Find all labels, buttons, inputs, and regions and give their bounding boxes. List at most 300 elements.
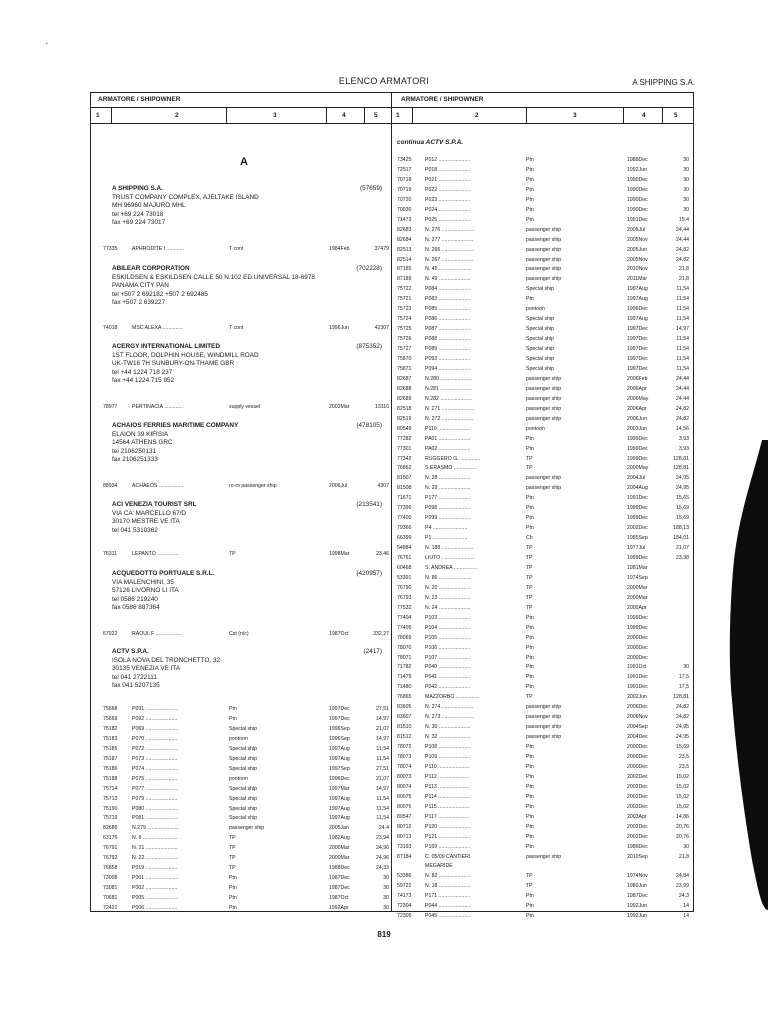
ship-type: T cont bbox=[229, 325, 244, 331]
ship-date: 2004Sep bbox=[627, 724, 648, 731]
ship-name: P073 ...................... bbox=[132, 755, 178, 762]
ship-name: S.ERASMO ................ bbox=[425, 465, 477, 472]
ship-name: P110 ...................... bbox=[425, 763, 470, 770]
ship-name: N. 32 ...................... bbox=[425, 734, 471, 741]
ship-id: 80549 bbox=[397, 425, 412, 432]
ship-id: 75713 bbox=[103, 795, 118, 802]
ship-type: Ptn bbox=[526, 783, 534, 790]
ship-type: pontoon bbox=[229, 735, 248, 742]
ship-row bbox=[0, 853, 768, 862]
ship-name: N. 30 ...................... bbox=[425, 724, 471, 731]
ship-date: 2000Mar bbox=[329, 845, 350, 852]
ship-name: P006 ...................... bbox=[132, 905, 178, 911]
ship-value: 15,69 bbox=[676, 505, 689, 512]
ship-row bbox=[0, 176, 768, 185]
ship-value: 42307 bbox=[374, 325, 389, 331]
ship-value: 27,51 bbox=[376, 765, 389, 772]
ship-value: 24,44 bbox=[676, 385, 689, 392]
ship-name: P106 ...................... bbox=[425, 644, 471, 651]
ship-row bbox=[0, 524, 768, 533]
ship-row bbox=[0, 594, 768, 603]
ship-value: 15,02 bbox=[676, 793, 689, 800]
ship-name: N. 188 ...................... bbox=[425, 545, 474, 552]
ship-id: 82519 bbox=[397, 415, 412, 422]
ship-type: Special ship bbox=[526, 286, 554, 293]
ship-name: N. 277 ...................... bbox=[425, 236, 474, 243]
ship-date: 1997Aug bbox=[329, 745, 350, 752]
ship-type: Special ship bbox=[526, 336, 554, 343]
ship-name: P117 ...................... bbox=[425, 813, 470, 820]
ship-row bbox=[0, 186, 768, 195]
ship-date: 1997Mar bbox=[329, 785, 350, 792]
ship-type: Special ship bbox=[229, 755, 257, 762]
ship-row bbox=[0, 206, 768, 215]
ship-type: Special ship bbox=[526, 356, 554, 362]
ship-type: Ptn bbox=[526, 166, 534, 173]
ship-id: 75669 bbox=[103, 715, 118, 722]
ship-type: Special ship bbox=[526, 365, 554, 372]
ship-type: Ptn bbox=[526, 893, 534, 900]
owner-code: (702228) bbox=[356, 265, 382, 272]
ship-value: 24,95 bbox=[676, 724, 689, 731]
ship-name: P001 ...................... bbox=[132, 875, 178, 882]
ship-type: passenger ship bbox=[526, 405, 562, 412]
section-letter: A bbox=[240, 156, 248, 168]
ship-date: 1992Jun bbox=[627, 903, 647, 910]
ship-row bbox=[0, 872, 768, 881]
ship-value: 128,81 bbox=[673, 694, 689, 701]
page-number: 819 bbox=[377, 930, 391, 939]
ship-name: P119 ...................... bbox=[425, 425, 470, 432]
ship-row bbox=[0, 355, 768, 364]
ship-id: 77301 bbox=[397, 445, 412, 452]
scan-shadow bbox=[722, 440, 768, 910]
owner-phone: tel +507 2 692182 +507 2 692485 bbox=[112, 290, 208, 298]
ship-date: 1996Sep bbox=[329, 725, 350, 732]
ship-id: 73425 bbox=[397, 157, 412, 163]
ship-type: TP bbox=[229, 865, 236, 872]
ship-type: passenger ship bbox=[526, 714, 562, 721]
column-number: 3 bbox=[573, 112, 577, 119]
ship-date: 1996Jun bbox=[329, 325, 349, 331]
ship-name: N. 45 ...................... bbox=[425, 266, 471, 273]
ship-id: 73008 bbox=[103, 875, 118, 882]
ship-id: 87184 bbox=[397, 853, 412, 860]
ship-name: N. 23 ...................... bbox=[425, 594, 471, 601]
ship-id: 78069 bbox=[397, 634, 412, 641]
ship-type: TP bbox=[526, 574, 533, 581]
ship-date: 2006Apr bbox=[627, 405, 647, 412]
ship-date: 2000Mar bbox=[329, 855, 350, 862]
ship-value: 14 bbox=[683, 903, 689, 910]
ship-type: T cont bbox=[229, 246, 244, 252]
owner-phone: tel 0586 219240 bbox=[112, 595, 158, 603]
ship-name: N.282 ...................... bbox=[425, 395, 472, 402]
ship-name: P1 ........................ bbox=[425, 535, 468, 542]
ship-value: 24,82 bbox=[676, 415, 689, 422]
ship-type: Ptn bbox=[526, 157, 534, 163]
ship-row bbox=[0, 315, 768, 324]
ship-name: P021 ...................... bbox=[425, 176, 471, 183]
ship-name: ACHAEOS ................. bbox=[132, 483, 184, 489]
ship-name: P108 ...................... bbox=[425, 744, 471, 751]
ship-id: 76761 bbox=[397, 555, 412, 561]
ship-type: TP bbox=[526, 694, 533, 701]
ship-date: 1996Sep bbox=[329, 735, 350, 742]
ship-value: 15,02 bbox=[676, 803, 689, 810]
ship-date: 1999Dec bbox=[627, 445, 648, 452]
ship-type: passenger ship bbox=[526, 256, 562, 263]
owner-name: ACTV S.P.A. bbox=[112, 648, 149, 655]
ship-type: passenger ship bbox=[526, 395, 562, 402]
ship-date: 1988Dec bbox=[627, 157, 648, 163]
ship-id: 70681 bbox=[103, 895, 118, 902]
ship-date: 1974Sep bbox=[627, 574, 648, 581]
ship-date: 1999Dec bbox=[627, 505, 648, 512]
ship-row bbox=[0, 345, 768, 354]
owner-phone: tel +69 224 73018 bbox=[112, 210, 164, 218]
ship-row bbox=[0, 862, 768, 871]
scan-mark: ˛ bbox=[46, 35, 49, 44]
ship-name: P115 ...................... bbox=[425, 803, 470, 810]
ship-value: 11,54 bbox=[676, 336, 689, 343]
ship-name: P112 ...................... bbox=[425, 773, 470, 780]
ship-id: 71480 bbox=[397, 684, 412, 691]
ship-name: P079 ...................... bbox=[132, 795, 178, 802]
ship-value: 30 bbox=[683, 196, 689, 203]
ship-date: 1981Mar bbox=[627, 564, 648, 571]
ship-row bbox=[0, 193, 768, 205]
ship-row bbox=[0, 564, 768, 573]
column-number: 1 bbox=[396, 112, 400, 119]
ship-name: N. 82 ...................... bbox=[425, 873, 471, 880]
ship-value: 15,69 bbox=[676, 515, 689, 522]
ship-id: 82689 bbox=[397, 395, 412, 402]
ship-value: 21,07 bbox=[676, 545, 689, 552]
ship-id: 77399 bbox=[397, 505, 412, 512]
ship-id: 76793 bbox=[397, 594, 412, 601]
ship-date: 1997Dec bbox=[627, 346, 648, 353]
ship-name: P022 ...................... bbox=[425, 186, 471, 193]
ship-type: Ptn bbox=[526, 674, 534, 681]
ship-date: 2005Jan bbox=[329, 825, 349, 832]
ship-type: TP bbox=[526, 555, 533, 561]
ship-date: 1986Dec bbox=[627, 843, 648, 850]
ship-id: 75187 bbox=[103, 755, 118, 762]
owner-fax: fax +507 2 639227 bbox=[112, 299, 166, 307]
ship-date: 2002Dec bbox=[627, 793, 648, 800]
cell-divider bbox=[364, 108, 365, 124]
ship-value: 11,54 bbox=[376, 745, 389, 752]
ship-date: 1999Dec bbox=[627, 435, 648, 442]
ship-date: 1997Dec bbox=[627, 336, 648, 343]
ship-id: 81508 bbox=[397, 485, 412, 492]
ship-type: supply vessel bbox=[229, 404, 261, 410]
ship-name: PA02 ...................... bbox=[425, 445, 471, 452]
ship-date: 1985Sep bbox=[627, 535, 648, 542]
ship-id: 82684 bbox=[397, 236, 412, 243]
ship-id: 78070 bbox=[397, 644, 412, 651]
ship-date: 2002Dec bbox=[627, 773, 648, 780]
running-header-publisher: A SHIPPING S.A. bbox=[632, 78, 695, 87]
ship-type: Ptn bbox=[526, 525, 534, 532]
ship-row bbox=[0, 445, 768, 454]
ship-name: P089 ...................... bbox=[425, 346, 471, 353]
ship-row bbox=[0, 813, 768, 822]
ship-row bbox=[0, 823, 768, 832]
ship-value: 30 bbox=[683, 186, 689, 193]
ship-id: 80547 bbox=[397, 813, 412, 820]
ship-value: 24,95 bbox=[676, 485, 689, 492]
ship-row bbox=[0, 733, 768, 742]
ship-name: P012 ...................... bbox=[425, 157, 471, 163]
ship-row bbox=[0, 534, 768, 543]
ship-date: 2002Dec bbox=[627, 833, 648, 840]
ship-value: 24,44 bbox=[676, 375, 689, 382]
ship-date: 1996Dec bbox=[329, 775, 350, 782]
ship-date: 2004Aug bbox=[627, 485, 648, 492]
ship-type: Ptn bbox=[526, 754, 534, 760]
ship-id: 88934 bbox=[103, 483, 118, 489]
ship-type: Ptn bbox=[526, 744, 534, 751]
cell-divider bbox=[526, 108, 527, 124]
ship-id: 82518 bbox=[397, 405, 412, 412]
ship-date: 1992Jun bbox=[627, 913, 647, 920]
ship-date: 1988Dec bbox=[329, 865, 350, 872]
ship-name: N. 274 ...................... bbox=[425, 704, 474, 711]
ship-value: 11,54 bbox=[676, 316, 689, 323]
ship-row bbox=[0, 713, 768, 722]
ship-value: 11,54 bbox=[676, 296, 689, 303]
ship-name: C. 05/09 CANTIERI bbox=[425, 853, 471, 860]
owner-fax: fax +69 224 73017 bbox=[112, 219, 166, 227]
ship-value: 184,01 bbox=[673, 535, 689, 542]
ship-row bbox=[0, 474, 768, 483]
ship-name: P025 ...................... bbox=[425, 216, 471, 223]
ship-name: PA01 ...................... bbox=[425, 435, 471, 442]
ship-id: 76311 bbox=[103, 551, 118, 557]
ship-id: 71782 bbox=[397, 664, 412, 671]
ship-id: 76858 bbox=[103, 865, 118, 872]
ship-type: Ptn bbox=[526, 823, 534, 830]
ship-value: 21,8 bbox=[678, 853, 689, 860]
owner-name: ACHAIOS FERRIES MARITIME COMPANY bbox=[112, 422, 239, 429]
ship-date: 2000Dec bbox=[627, 644, 648, 651]
ship-value: 14,86 bbox=[676, 813, 689, 820]
ship-value: 15,02 bbox=[676, 773, 689, 780]
ship-value: 30 bbox=[683, 664, 689, 671]
ship-id: 80712 bbox=[397, 823, 412, 830]
ship-id: 78073 bbox=[397, 754, 412, 760]
ship-value: 14,97 bbox=[376, 715, 389, 722]
ship-type: passenger ship bbox=[526, 724, 562, 731]
ship-row bbox=[0, 464, 768, 473]
column-number-row bbox=[90, 108, 694, 124]
ship-id: 77282 bbox=[397, 435, 412, 442]
ship-date: 2004Dec bbox=[627, 734, 648, 741]
ship-name: P005 ...................... bbox=[132, 895, 178, 902]
ship-type: Ptn bbox=[526, 793, 534, 800]
owner-phone: tel 041 5310362 bbox=[112, 526, 158, 534]
ship-value: 11,54 bbox=[376, 815, 389, 822]
ship-row bbox=[0, 544, 768, 553]
ship-value: 14,97 bbox=[376, 785, 389, 792]
ship-type: Ptn bbox=[526, 644, 534, 651]
owner-address: UK-TW16 7H SUNBURY-ON-THAME GBR bbox=[112, 360, 235, 368]
ship-type: Special ship bbox=[526, 346, 554, 353]
ship-date: 2006Jul bbox=[329, 483, 348, 489]
ship-name: P109 ...................... bbox=[425, 754, 471, 760]
owner-phone: tel 041 2722111 bbox=[112, 673, 157, 681]
owner-name: ACQUEDOTTO PORTUALE S.R.L. bbox=[112, 570, 215, 577]
ship-name: P041 ...................... bbox=[425, 674, 471, 681]
ship-row bbox=[0, 693, 768, 702]
ship-row bbox=[0, 295, 768, 304]
column-number: 2 bbox=[175, 112, 179, 119]
ship-name: P044 ...................... bbox=[425, 903, 471, 910]
continuation-note: continua ACTV S.P.A. bbox=[397, 139, 464, 146]
ship-value: 128,81 bbox=[673, 465, 689, 472]
ship-row bbox=[0, 504, 768, 513]
ship-type: TP bbox=[526, 883, 533, 890]
ship-name: N. 18 ...................... bbox=[425, 883, 471, 890]
ship-date: 2002Jun bbox=[627, 694, 647, 701]
ship-type: Ptn bbox=[229, 875, 237, 882]
ship-id: 81512 bbox=[397, 734, 412, 741]
owner-code: (875352) bbox=[356, 343, 382, 350]
ship-name: P098 ...................... bbox=[425, 505, 471, 512]
ship-name: N. 273 ...................... bbox=[425, 714, 474, 721]
ship-name: RAOUL F .................. bbox=[132, 631, 182, 637]
ship-type: Ptn bbox=[526, 833, 534, 840]
ship-value: 24,4 bbox=[378, 825, 389, 832]
ship-name: N. 276 ...................... bbox=[425, 226, 474, 233]
ship-name: P080 ...................... bbox=[132, 805, 178, 812]
ship-row bbox=[0, 554, 768, 563]
ship-id: 80713 bbox=[397, 833, 412, 840]
ship-value: 3,93 bbox=[678, 445, 689, 452]
ship-value: 24,44 bbox=[676, 395, 689, 402]
ship-row bbox=[0, 803, 768, 812]
ship-id: 82688 bbox=[397, 385, 412, 392]
ship-date: 1992Apr bbox=[329, 905, 349, 911]
ship-id: 75188 bbox=[103, 775, 118, 782]
ship-name: RUGGERO G. .............. bbox=[425, 455, 481, 462]
ship-value: 30 bbox=[683, 843, 689, 850]
ship-name: P113 ...................... bbox=[425, 783, 470, 790]
ship-name: LIUTO ...................... bbox=[425, 555, 474, 561]
ship-date: 2002Dec bbox=[627, 783, 648, 790]
owner-address: 1ST FLOOR, DOLPHIN HOUSE, WINDMILL ROAD bbox=[112, 351, 259, 359]
ship-type: Special ship bbox=[229, 815, 257, 822]
ship-name: P103 ...................... bbox=[425, 614, 471, 621]
ship-name: APHRODITE I ............ bbox=[132, 246, 184, 252]
ship-row bbox=[0, 435, 768, 444]
owner-code: (2417) bbox=[363, 648, 382, 655]
ship-row bbox=[0, 156, 768, 165]
ship-type: Ptn bbox=[229, 885, 237, 892]
owner-name: A SHIPPING S.A. bbox=[112, 185, 163, 192]
ship-date: 1974Nov bbox=[627, 873, 648, 880]
ship-row bbox=[0, 256, 768, 265]
ship-id: 72305 bbox=[397, 913, 412, 920]
ship-date: 2002Dec bbox=[627, 525, 648, 532]
ship-value: 15,65 bbox=[676, 495, 689, 502]
ship-id: 77335 bbox=[103, 246, 118, 252]
ship-row bbox=[0, 703, 768, 712]
ship-date: 1997Aug bbox=[627, 286, 648, 293]
owner-fax: fax 0586 887364 bbox=[112, 604, 160, 612]
ship-row bbox=[0, 683, 768, 692]
owner-name: ACI VENEZIA TOURIST SRL bbox=[112, 501, 197, 508]
ship-id: 83605 bbox=[397, 704, 412, 711]
ship-id: 73193 bbox=[397, 843, 412, 850]
ship-value: 37479 bbox=[374, 246, 389, 252]
ship-id: 75719 bbox=[103, 815, 118, 822]
ship-date: 2006Apr bbox=[627, 385, 647, 392]
ship-id: 75185 bbox=[103, 745, 118, 752]
ship-id: 70930 bbox=[397, 206, 412, 213]
ship-value: 11,54 bbox=[376, 805, 389, 812]
ship-type: Ptn bbox=[526, 913, 534, 920]
ship-value: 30 bbox=[683, 206, 689, 213]
owner-address: ISOLA NOVA DEL TRONCHETTO, 32 bbox=[112, 656, 221, 664]
ship-value: 24,96 bbox=[376, 845, 389, 852]
ship-date: 1997Dec bbox=[627, 365, 648, 372]
ship-id: 82514 bbox=[397, 256, 412, 263]
ship-value: 188,13 bbox=[673, 525, 689, 532]
ship-id: 78072 bbox=[397, 744, 412, 751]
ship-id: 77404 bbox=[397, 614, 412, 621]
ship-name: P087 ...................... bbox=[425, 326, 471, 333]
ship-value: 23,5 bbox=[678, 754, 689, 760]
ship-id: 78074 bbox=[397, 763, 412, 770]
ship-value: 30 bbox=[683, 176, 689, 183]
ship-value: 24,82 bbox=[676, 714, 689, 721]
ship-type: passenger ship bbox=[526, 475, 562, 482]
ship-id: 60468 bbox=[397, 564, 412, 571]
ship-type: passenger ship bbox=[526, 853, 562, 860]
ship-row bbox=[0, 514, 768, 523]
ship-type: Special ship bbox=[229, 725, 257, 732]
ship-name: P075 ...................... bbox=[132, 775, 178, 782]
ship-id: 82686 bbox=[103, 825, 118, 832]
ship-date: 2005Jun bbox=[627, 246, 647, 253]
ship-type: Ptn bbox=[526, 654, 534, 661]
ship-date: 2006Jun bbox=[627, 415, 647, 422]
column-number: 4 bbox=[342, 112, 346, 119]
ship-row bbox=[0, 275, 768, 284]
ship-date: 2006Feb bbox=[627, 375, 648, 382]
ship-date: 1980Jun bbox=[627, 883, 647, 890]
ship-row bbox=[0, 773, 768, 782]
owner-address: 30135 VENEZIA VE ITA bbox=[112, 665, 181, 673]
ship-date: 1999Dec bbox=[627, 555, 648, 561]
ship-id: 79366 bbox=[397, 525, 412, 532]
ship-id: 76792 bbox=[103, 855, 118, 862]
ship-id: 75183 bbox=[103, 735, 118, 742]
ship-type: pontoon bbox=[526, 306, 545, 313]
ship-type: passenger ship bbox=[526, 236, 562, 243]
ship-type: Cst (n/c) bbox=[229, 631, 249, 637]
ship-date: 1999Dec bbox=[627, 455, 648, 462]
ship-value: 15,02 bbox=[676, 783, 689, 790]
ship-value: 23,99 bbox=[676, 883, 689, 890]
ship-row bbox=[0, 484, 768, 493]
ship-type: TP bbox=[526, 594, 533, 601]
ship-type: Ptn bbox=[229, 895, 237, 902]
owner-address: ESKILDSEN & ESKILDSEN CALLE 50 N.102 ED.UNIVERSAL 18-6978 bbox=[112, 273, 315, 281]
